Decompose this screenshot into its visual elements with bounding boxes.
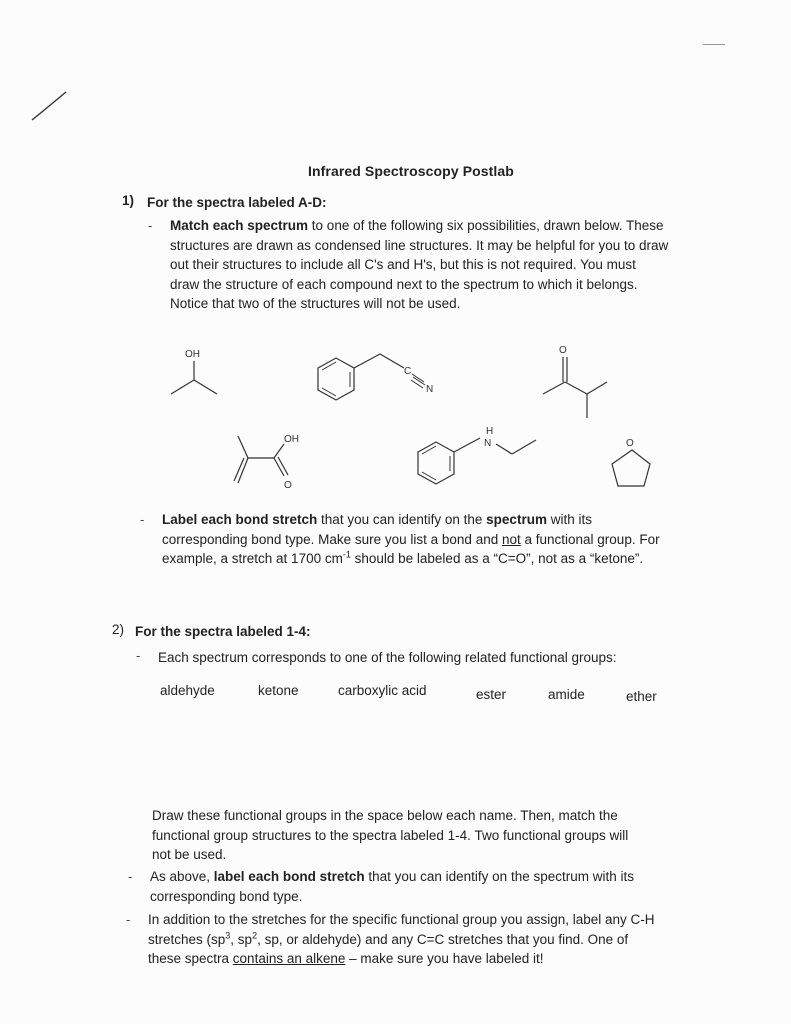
q2-bullet1: Each spectrum corresponds to one of the following related functional groups:: [158, 650, 617, 665]
q2-paragraph: [152, 806, 712, 865]
q2-b2-a: As above,: [150, 869, 214, 884]
q1-b1-l4: draw the structure of each compound next to the spectrum to which it belongs.: [170, 276, 638, 292]
scan-mark: [703, 44, 725, 45]
o-label-2: O: [284, 480, 292, 491]
q1-number: 1): [122, 193, 135, 208]
q2-b3-l2c: , sp, or aldehyde) and any C=C stretches that you find. One of: [257, 931, 629, 947]
q1-bullet1: [170, 216, 730, 314]
bullet-dash: -: [140, 512, 145, 527]
q1-b2-rest: with its: [546, 512, 592, 527]
structure-benzyl-nitrile: [308, 350, 448, 420]
bullet-dash: -: [148, 218, 153, 233]
structure-isopropanol: [165, 342, 225, 402]
q1-b2-l2b: a functional group. For: [520, 531, 660, 547]
q2-b3-l2a: stretches (sp: [148, 931, 226, 947]
q1-b2-l2a: corresponding bond type. Make sure you list a bond and: [162, 531, 502, 547]
nh-n-label: N: [484, 438, 492, 449]
q2-b3-sup2: 2: [252, 930, 258, 940]
q1-b2-bold1: Label each bond stretch: [162, 512, 318, 527]
q2-b3-l2b: , sp: [230, 931, 253, 947]
fg-ester: ester: [476, 687, 507, 702]
q2-b3-l1: In addition to the stretches for the specific functional group you assign, label any C-H: [148, 912, 655, 927]
structure-amine: [408, 424, 558, 499]
q2-p-l2: functional group structures to the spectra labeled 1-4. Two functional groups will: [152, 827, 629, 843]
q1-b2-sup: -1: [342, 549, 351, 560]
fg-carboxylic-acid: carboxylic acid: [338, 683, 427, 698]
fg-ether: ether: [626, 689, 657, 704]
q2-bullet2: [150, 867, 710, 906]
structure-ketone: [535, 338, 615, 423]
c-label: C: [404, 366, 412, 377]
q1-bullet2: [162, 510, 722, 569]
o-label: O: [559, 345, 567, 356]
pen-check-mark: [30, 90, 70, 124]
q1-b1-l2: structures are drawn as condensed line structures. It may be helpful for you to draw: [170, 237, 669, 253]
bullet-dash: -: [136, 648, 141, 663]
q1-b2-l3b: should be labeled as a “C=O”, not as a “ketone”.: [350, 551, 644, 566]
oh-label: OH: [185, 349, 200, 360]
fg-amide: amide: [548, 687, 585, 702]
q1-b2-mid: that you can identify on the: [317, 512, 487, 527]
bullet-dash: -: [128, 869, 133, 884]
fg-ketone: ketone: [258, 683, 299, 698]
structure-thf: [598, 434, 658, 494]
q2-b2-l2: corresponding bond type.: [150, 888, 303, 904]
q2-b3-l3a: these spectra: [148, 951, 233, 966]
structure-carboxylic-acid: [228, 428, 308, 493]
q2-heading: For the spectra labeled 1-4:: [135, 624, 311, 639]
oh-label-2: OH: [284, 434, 299, 445]
q1-b2-l2u: not: [501, 531, 521, 547]
q1-b1-l3: out their structures to include all C's and H's, but this is not required. You must: [170, 257, 636, 272]
q1-b2-l3a: example, a stretch at 1700 cm: [162, 551, 343, 566]
q1-heading: For the spectra labeled A-D:: [147, 195, 327, 210]
o-label-3: O: [626, 438, 634, 449]
n-label: N: [426, 384, 434, 395]
h-label: H: [486, 426, 494, 437]
q2-p-l1: Draw these functional groups in the space below each name. Then, match the: [152, 808, 618, 823]
q1-b1-l5: Notice that two of the structures will not be used.: [170, 296, 461, 311]
fg-aldehyde: aldehyde: [160, 683, 215, 698]
q2-b2-b: that you can identify on the spectrum with its: [364, 869, 634, 884]
page-title: Infrared Spectroscopy Postlab: [308, 163, 514, 179]
q2-p-l3: not be used.: [152, 847, 227, 862]
bullet-dash: -: [126, 912, 131, 927]
q2-bullet3: [148, 910, 718, 969]
q2-b3-underline: contains an alkene: [232, 951, 346, 966]
q1-b1-l1: to one of the following six possibilities, drawn below. These: [308, 218, 664, 233]
q1-b1-bold: Match each spectrum: [170, 218, 309, 233]
q2-b3-l3b: – make sure you have labeled it!: [345, 951, 544, 966]
q2-b3-sup1: 3: [225, 930, 231, 940]
q2-b2-bold: label each bond stretch: [213, 869, 365, 884]
q2-number: 2): [112, 622, 125, 637]
q1-b2-bold2: spectrum: [486, 512, 547, 527]
